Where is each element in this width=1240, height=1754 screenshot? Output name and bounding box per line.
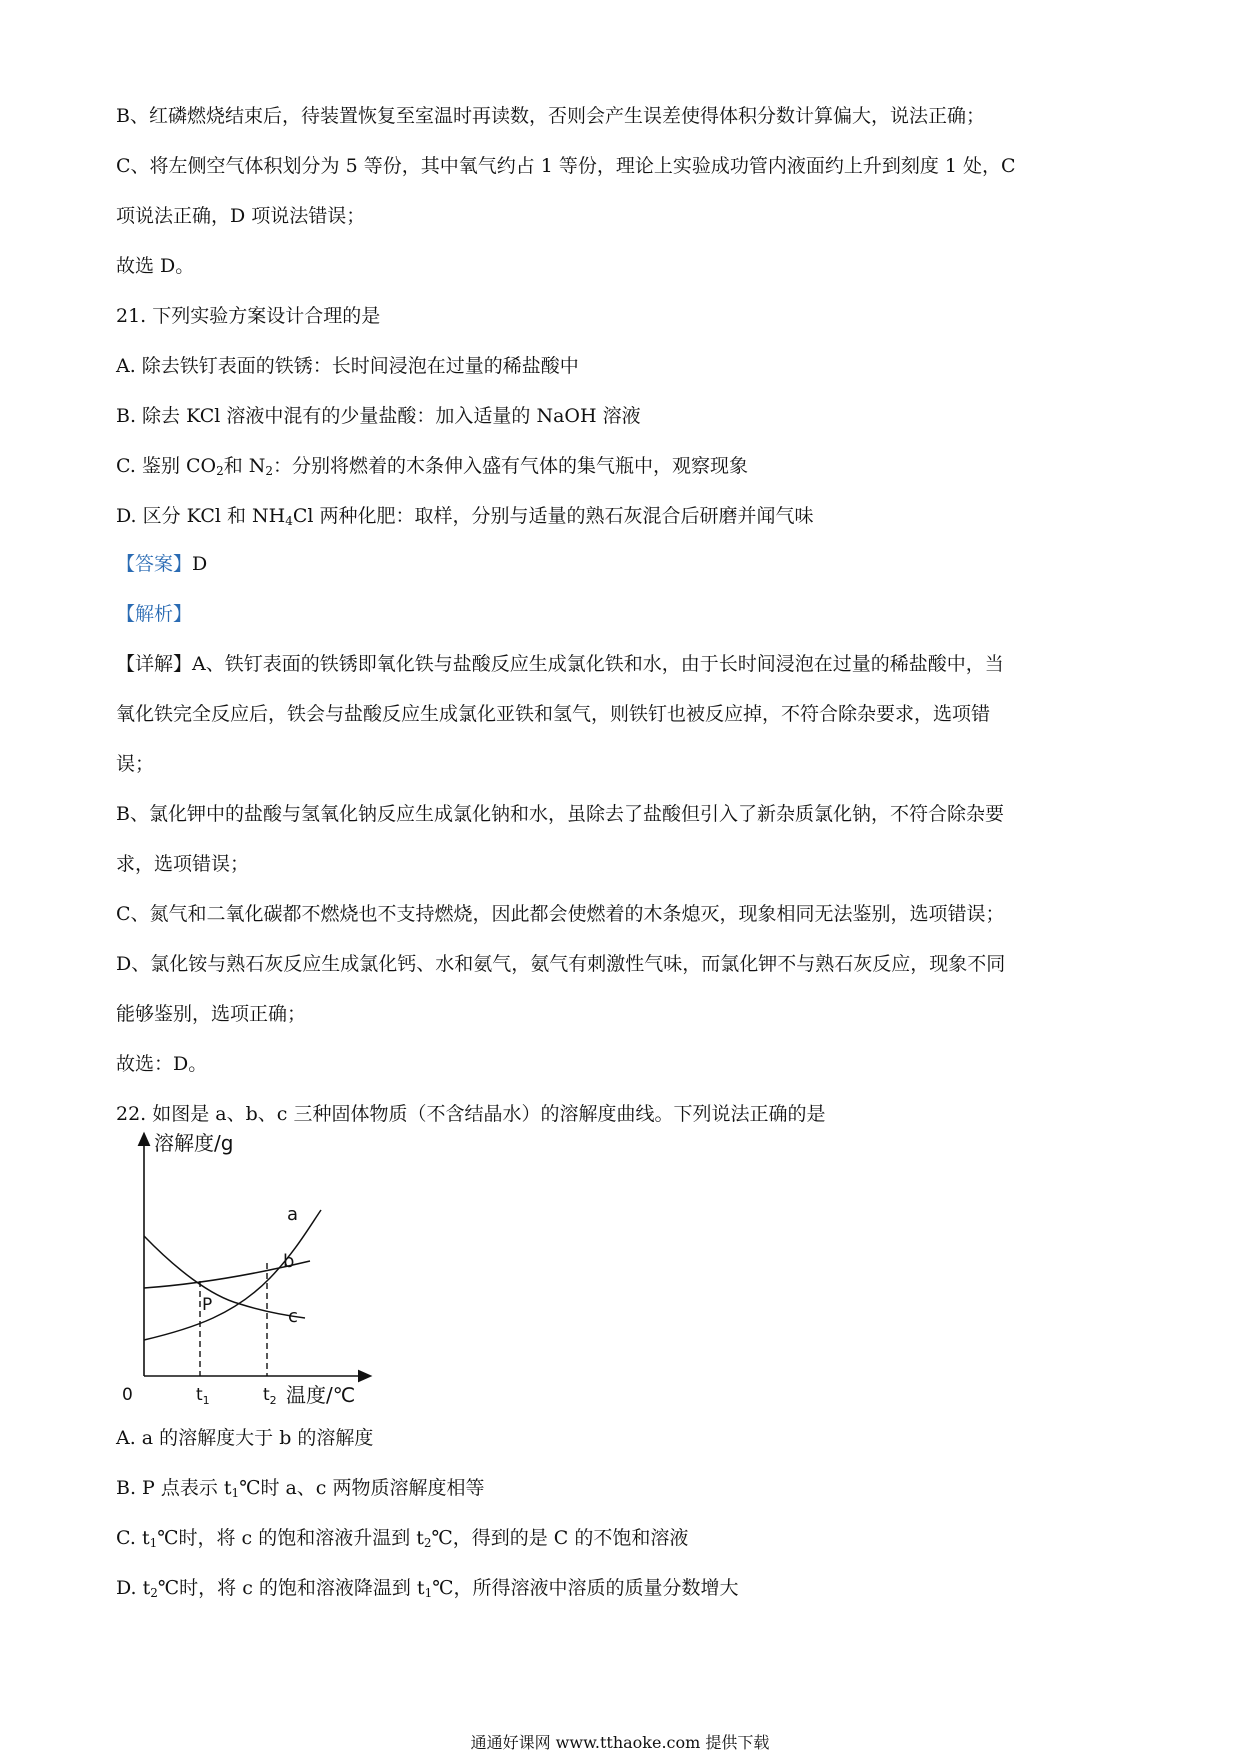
curve-a-label: a xyxy=(287,1204,299,1225)
detail-line: 氧化铁完全反应后，铁会与盐酸反应生成氯化亚铁和氢气，则铁钉也被反应掉，不符合除杂要求，选项错 xyxy=(116,703,991,725)
analysis-tag: 【解析】 xyxy=(116,603,193,625)
text-line: B、红磷燃烧结束后，待装置恢复至室温时再读数，否则会产生误差使得体积分数计算偏大，说法正确； xyxy=(116,105,985,127)
text-fragment: ℃时 a、c 两物质溶解度相等 xyxy=(239,1477,485,1499)
t1-main: t xyxy=(196,1385,203,1405)
text-fragment: ℃，所得溶液中溶质的质量分数增大 xyxy=(432,1577,739,1599)
answer-value: D xyxy=(192,553,208,575)
x-axis-label: 温度/℃ xyxy=(286,1383,356,1407)
detail-line: D、氯化铵与熟石灰反应生成氯化钙、水和氨气，氨气有刺激性气味，而氯化钾不与熟石灰反应，现象不同 xyxy=(116,953,1006,975)
detail-line: 误； xyxy=(116,753,155,775)
t1-label xyxy=(196,1385,210,1407)
text-fragment: 和 N xyxy=(223,455,266,477)
t2-main: t xyxy=(263,1385,270,1405)
question-21-option-b: B. 除去 KCl 溶液中混有的少量盐酸：加入适量的 NaOH 溶液 xyxy=(116,405,641,427)
detail-line: 求，选项错误； xyxy=(116,853,250,875)
solubility-curve-figure xyxy=(120,1128,420,1407)
text-line: 故选 D。 xyxy=(116,255,195,277)
subscript: 1 xyxy=(231,1486,240,1500)
detail-line: 能够鉴别，选项正确； xyxy=(116,1003,307,1025)
text-fragment: ℃，得到的是 C 的不饱和溶液 xyxy=(431,1527,689,1549)
text-fragment: B. P 点表示 t xyxy=(116,1477,232,1499)
answer-line xyxy=(116,550,207,578)
t1-sub: 1 xyxy=(202,1394,210,1407)
text-fragment: ℃时，将 c 的饱和溶液升温到 t xyxy=(157,1527,424,1549)
text-fragment: ：分别将燃着的木条伸入盛有气体的集气瓶中，观察现象 xyxy=(273,455,749,477)
origin-label: 0 xyxy=(122,1385,133,1405)
t2-label xyxy=(263,1385,277,1407)
point-p-label: P xyxy=(202,1295,213,1315)
subscript: 2 xyxy=(423,1536,432,1550)
question-21-option-c xyxy=(116,452,748,480)
subscript: 2 xyxy=(150,1586,158,1600)
detail-line: 故选：D。 xyxy=(116,1053,208,1075)
solubility-curve-svg xyxy=(120,1128,420,1407)
text-fragment: ℃时，将 c 的饱和溶液降温到 t xyxy=(157,1577,425,1599)
detail-line: C、氮气和二氧化碳都不燃烧也不支持燃烧，因此都会使燃着的木条熄灭，现象相同无法鉴别，选项错误； xyxy=(116,903,1005,925)
curve-c xyxy=(144,1236,305,1318)
question-21-option-d xyxy=(116,502,814,530)
subscript: 1 xyxy=(149,1536,158,1550)
footer-watermark: 通通好课网 www.tthaoke.com 提供下载 xyxy=(470,1733,770,1752)
subscript: 1 xyxy=(424,1586,433,1600)
text-fragment: Cl 两种化肥：取样，分别与适量的熟石灰混合后研磨并闻气味 xyxy=(292,505,814,527)
question-22-stem: 22. 如图是 a、b、c 三种固体物质（不含结晶水）的溶解度曲线。下列说法正确的是 xyxy=(116,1103,826,1125)
t2-sub: 2 xyxy=(269,1394,277,1407)
question-21-option-a: A. 除去铁钉表面的铁锈：长时间浸泡在过量的稀盐酸中 xyxy=(116,355,579,377)
text-line: 项说法正确，D 项说法错误； xyxy=(116,205,366,227)
y-axis-label: 溶解度/g xyxy=(154,1131,234,1155)
text-fragment: C. t xyxy=(116,1527,150,1549)
curve-b-label: b xyxy=(283,1251,295,1272)
subscript: 2 xyxy=(265,464,274,478)
subscript: 2 xyxy=(216,464,224,478)
curve-c-label: c xyxy=(288,1306,298,1327)
answer-tag: 【答案】 xyxy=(116,553,193,575)
text-fragment: C. 鉴别 CO xyxy=(116,455,217,477)
text-fragment: D. t xyxy=(116,1577,151,1599)
detail-line: 【详解】A、铁钉表面的铁锈即氧化铁与盐酸反应生成氯化铁和水，由于长时间浸泡在过量的稀盐酸中，当 xyxy=(116,653,1004,675)
question-22-option-c xyxy=(116,1524,688,1552)
question-22-option-b xyxy=(116,1474,485,1502)
detail-line: B、氯化钾中的盐酸与氢氧化钠反应生成氯化钠和水，虽除去了盐酸但引入了新杂质氯化钠，不符合除杂要 xyxy=(116,803,1004,825)
question-21-stem: 21. 下列实验方案设计合理的是 xyxy=(116,305,381,327)
question-22-option-d xyxy=(116,1574,738,1602)
question-22-option-a: A. a 的溶解度大于 b 的溶解度 xyxy=(116,1427,374,1449)
text-fragment: D. 区分 KCl 和 NH xyxy=(116,505,286,527)
text-line: C、将左侧空气体积划分为 5 等份，其中氧气约占 1 等份，理论上实验成功管内液面约上升到刻度 1 处，C xyxy=(116,155,1016,177)
subscript: 4 xyxy=(285,514,293,528)
